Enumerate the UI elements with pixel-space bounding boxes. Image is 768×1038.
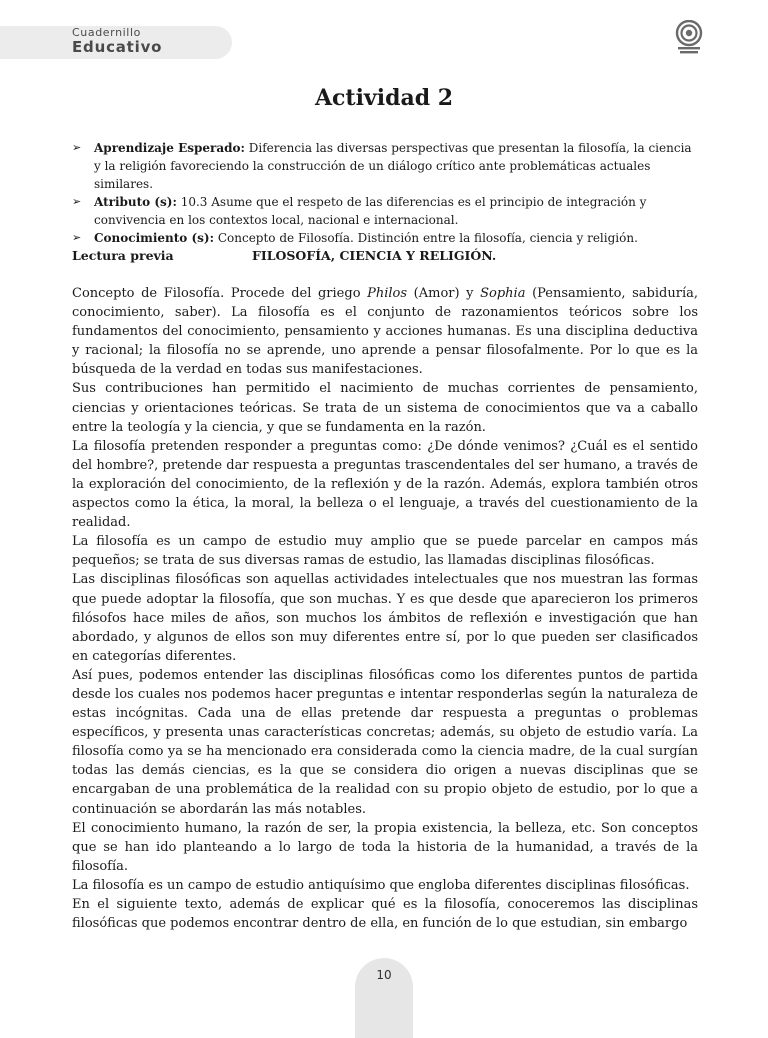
brand (72, 26, 162, 56)
paragraph-text: (Amor) y (407, 286, 481, 301)
reading-topic: FILOSOFÍA, CIENCIA Y RELIGIÓN. (252, 248, 497, 263)
page-number: 10 (376, 968, 392, 982)
objective-text: Concepto de Filosofía. Distinción entre la filosofía, ciencia y religión. (214, 231, 638, 245)
paragraph: La filosofía pretenden responder a preguntas como: ¿De dónde venimos? ¿Cuál es el sentido del hombre?, pretende dar respuesta a preguntas trascendentales del ser humano, a través de la exploración del conocimiento, de la reflexión y de la razón. Además, explora también otros aspectos como la ética, la moral, la belleza o el lenguaje, a través del cuestionamiento de la realidad. (72, 438, 698, 531)
reading-heading (72, 247, 698, 265)
arrow-bullet-icon: ➢ (72, 195, 82, 208)
paragraph-text: Concepto de Filosofía. Procede del griego (72, 286, 368, 301)
paragraph: La filosofía es un campo de estudio antiquísimo que engloba diferentes disciplinas filosóficas. (72, 877, 690, 893)
objective-item (72, 229, 698, 247)
objectives-list (72, 139, 698, 247)
paragraph-text: (Pensamiento, sabiduría, conocimiento, saber). La filosofía es el conjunto de razonamientos teóricos sobre los fundamentos del conocimiento, pensamiento y acciones humanas. Es una disciplina deductiva y racional; la filosofía no se aprende, uno aprende a pensar filosofalmente. Por lo que es la búsqueda de la verdad en todas sus manifestaciones. (72, 286, 698, 378)
brand-small: Cuadernillo (72, 26, 141, 39)
term-philos: Philos (367, 286, 408, 301)
reading-label: Lectura previa (72, 248, 174, 263)
paragraph: Así pues, podemos entender las disciplinas filosóficas como los diferentes puntos de partida desde los cuales nos podemos hacer preguntas e intentar responderlas según la naturaleza de estas incógnitas. Cada una de ellas pretende dar respuesta a preguntas o problemas específicos, y presenta unas características concretas; además, su objeto de estudio varía. La filosofía como ya se ha mencionado era considerada como la ciencia madre, de la cual surgían todas las demás ciencias, es la que se considera dio origen a nuevas disciplinas que se encargaban de una problemática de la realidad con su propio objeto de estudio, por lo que a continuación se abordarán las más notables. (72, 667, 698, 817)
arrow-bullet-icon: ➢ (72, 141, 82, 154)
objective-text: Diferencia las diversas perspectivas que presentan la filosofía, la ciencia y la religión favoreciendo la construcción de un diálogo crítico ante problemáticas actuales similares. (94, 141, 692, 191)
spiral-logo-icon (674, 20, 704, 54)
paragraph: El conocimiento humano, la razón de ser, la propia existencia, la belleza, etc. Son conceptos que se han ido planteando a lo largo de toda la historia de la humanidad, a través de la filosofía. (72, 820, 698, 874)
objective-label: Conocimiento (s): (94, 231, 215, 245)
paragraph: Las disciplinas filosóficas son aquellas actividades intelectuales que nos muestran las formas que puede adoptar la filosofía, que son muchas. Y es que desde que aparecieron los primeros filósofos hace miles de años, son muchos los ámbitos de reflexión e investigación que han abordado, y algunos de ellos son muy diferentes entre sí, por lo que pueden ser clasificados en categorías diferentes. (72, 572, 698, 664)
paragraph (72, 284, 698, 379)
page-title: Actividad 2 (314, 85, 454, 111)
objective-label: Aprendizaje Esperado: (94, 141, 245, 155)
brand-big: Educativo (72, 38, 163, 56)
paragraph: La filosofía es un campo de estudio muy amplio que se puede parcelar en campos más pequeños; se trata de sus diversas ramas de estudio, las llamadas disciplinas filosóficas. (72, 534, 698, 569)
objective-item (72, 139, 698, 193)
objective-item (72, 193, 698, 229)
paragraph: En el siguiente texto, además de explicar qué es la filosofía, conoceremos las disciplinas filosóficas que podemos encontrar dentro de ella, en función de lo que estudian, sin embargo (72, 897, 698, 932)
objective-text: 10.3 Asume que el respeto de las diferencias es el principio de integración y convivencia en los contextos local, nacional e internacional. (94, 195, 647, 227)
arrow-bullet-icon: ➢ (72, 231, 82, 244)
reading-body (72, 284, 698, 933)
objective-label: Atributo (s): (94, 195, 177, 209)
term-sophia: Sophia (480, 286, 526, 301)
paragraph: Sus contribuciones han permitido el nacimiento de muchas corrientes de pensamiento, ciencias y orientaciones teóricas. Se trata de un sistema de conocimientos que va a caballo entre la teología y la ciencia, y que se fundamenta en la razón. (72, 381, 698, 435)
